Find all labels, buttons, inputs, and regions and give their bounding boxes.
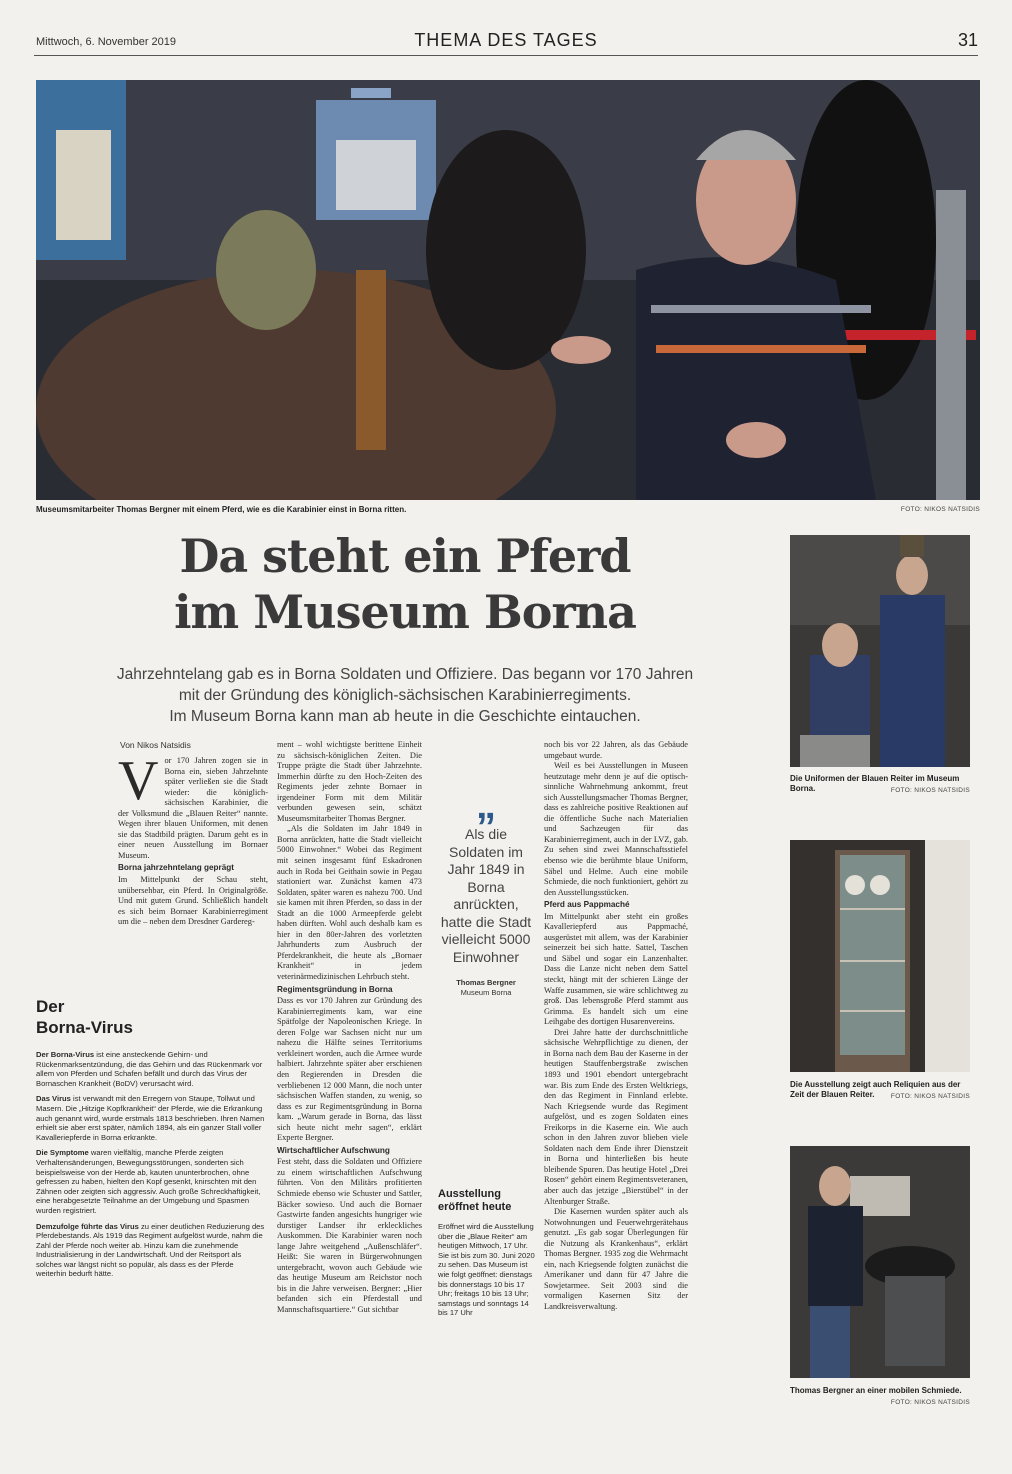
sidebar-body [36,1050,266,1279]
header-date: Mittwoch, 6. November 2019 [36,36,177,48]
article-intro: or 170 Jahren zogen sie in Borna ein, sieben Jahrzehnte später verließen sie die Stadt wieder: die königlich-sächsischen Karabinier, die der Volksmund die „Blauen Reiter“ nannte. Wegen ihrer blauen Uniformen, mit denen sie das Stadtbild prägten. Darum geht es in einer neuen Ausstellung im Bornaer Museum. [118,756,268,860]
main-photo [36,80,980,500]
byline: Von Nikos Natsidis [120,740,191,750]
sidebar-paragraph [36,1148,266,1215]
info-text: Eröffnet wird die Ausstellung über die „Blaue Reiter“ am heutigen Mittwoch, 17 Uhr. Sie ist bis zum 30. Juni 2020 zu sehen. Das Museum ist wie folgt geöffnet: dienstags bis donnerstags 10 bis 17 Uhr; freitags 10 bis 13 Uhr; samstags und sonntags 14 bis 17 Uhr [438,1222,535,1318]
article-paragraph: „Als die Soldaten im Jahr 1849 in Borna anrückten, hatte die Stadt vielleicht 5000 Einwohner.“ Wobei das Regiment mit seinen insgesamt fünf Eskadronen auch in Roda bei Geithain sowie in Pegau stationiert war. Zunächst kamen 473 Soldaten, später waren es nahezu 700. Und sie kamen mit ihren Pferden, so dass in der Stadt an die 1000 Armeepferde gelebt haben dürften. Wohl auch deshalb kam es hier in den 80er-Jahren des vorletzten Jahrhunderts zum Ausbruch der Pferdekrankheit, die heute als „Bornaer Krankheit“ in jedem veterinärmedizinischen Lehrbuch steht. [277,824,422,982]
sidebar-bold: Das Virus [36,1094,71,1104]
photo-display-case-caption: Die Ausstellung zeigt auch Reliquien aus der Zeit der Blauen Reiter. [790,1080,961,1099]
article-paragraph: Im Mittelpunkt aber steht ein großes Kavalleriepferd aus Pappmaché, ausgerüstet mit allem, was der Karabinier seinerzeit bei sich hatte. Sattel, Taschen und Säbel und sogar ein Lanzenhalter. Dass die Lanze nicht neben dem Sattel steckt, hängt mit der schieren Länge der Waffe zusammen, sie wäre schlichtweg zu groß. Das lebensgroße Pferd stammt aus Grimma. Es handelt sich um eine Leihgabe des dortigen Husarenvereins. [544,911,688,1027]
sidebar-text: ist eine ansteckende Gehirn- und Rückenmarksentzündung, die das Gehirn und das Rückenmark vor allem von Pferden und Schafen befällt und durch das Virus der Bornaschen Krankheit (BoDV) verursacht wird. [36,1050,263,1088]
article-paragraph: Im Mittelpunkt der Schau steht, unübersehbar, ein Pferd. In Originalgröße. Und mit gutem Grund. Schließlich handelt es sich beim Bornaer Karabinierregiment um die – neben dem Dresdner Gardereg- [118,875,268,927]
subheading-2: Regimentsgründung in Borna [277,984,393,994]
sidebar-virus [36,996,266,1285]
sidebar-bold: Demzufolge führte das Virus [36,1221,139,1231]
article-paragraph: Drei Jahre hatte der durchschnittliche sächsische Wehrpflichtige zu dienen, der in Borna nach dem Bau der Kaserne in der heutigen Stauffenbergstraße zwischen 1893 und 1901 ebendort untergebracht war. Bis zum Ende des Ersten Weltkriegs, den das Regiment in Finnland erlebte. Nach Kriegsende wurde das Regiment aufgelöst, und es zogen Soldaten eines Freikorps in die Kaserne ein. Wie auch schon in den Jahren zuvor blieben viele Soldaten nach dem Ende ihrer Dienstzeit in Borna und hinterließen bis heute bleibende Spuren. Das heutige Hotel „Drei Rosen“ gehört einem Regimentsveteranen, aber auch das jetzige „Bierstübel“ in der Altenburger Straße. [544,1027,688,1206]
sidebar-paragraph [36,1094,266,1142]
main-photo-credit: FOTO: NIKOS NATSIDIS [900,506,980,513]
sidebar-title-line-2: Borna-Virus [36,1018,133,1037]
sidebar-text: ist verwandt mit den Erregern von Staupe, Tollwut und Masern. Die „Hitzige Kopfkrankheit“ der Pferde, wie die Erkrankung auch genannt wird, wurde erstmals 1813 beschrieben. Ihren Namen erhielt sie aber erst später, nämlich 1894, als ein ganzer Stall voller Kavalleriepferde in Borna erkrankte. [36,1094,265,1142]
page-number: 31 [957,30,978,50]
sidebar-text: zu einer deutlichen Reduzierung des Pferdebestands. Als 1919 das Regiment aufgelöst wurde, nahm die Zahl der Pferde noch weiter ab. Hinzu kam die zunehmende Industrialisierung in der Landwirtschaft. Und der Reitsport als solches war längst nicht so populär, als dass es der Pferde weiterhin bedurft hätte. [36,1221,265,1279]
dropcap: V [118,756,159,812]
article-column-1 [118,756,268,981]
sidebar-bold: Der Borna-Virus [36,1050,95,1059]
photo-uniforms [790,535,970,767]
article-column-2 [277,740,422,1420]
main-photo-caption: Museumsmitarbeiter Thomas Bergner mit einem Pferd, wie es die Karabinier einst in Borna ritten. [36,505,407,514]
subheading-4: Pferd aus Pappmaché [544,900,630,910]
photo-display-case-credit: FOTO: NIKOS NATSIDIS [890,1093,970,1100]
subheading-1: Borna jahrzehntelang geprägt [118,863,235,873]
section-title: THEMA DES TAGES [414,30,598,50]
article-column-4 [544,740,688,1420]
info-title-line-2: eröffnet heute [438,1201,512,1213]
sidebar-paragraph [36,1222,266,1280]
quote-author-role: Museum Borna [460,988,512,997]
headline-line-1: Da steht ein Pferd [179,529,631,583]
quote-author: Thomas Bergner [456,978,516,987]
article-paragraph: Fest steht, dass die Soldaten und Offiziere zu einem wirtschaftlichen Aufschwung führten. Von den Militärs profitierten Schmiede ebenso wie Schuster und Sattler, Bäcker sowieso. Und auch die Bornaer Gastwirte fanden angesichts hungriger wie durstiger Landser ihr erkleckliches Auskommen. Die Karabinier waren noch lange Jahre weitgehend „Außenschläfer“. Heißt: Sie waren in Bürgerwohnungen untergebracht, wovon auch Gebäude wie das heutige Museum am Reichstor noch bis in die Jahre verweisen. Bergner: „Hier befanden sich ein Pferdestall und Mannschaftsquartiere.“ Gut sichtbar [277,1157,422,1314]
photo-uniforms-caption: Die Uniformen der Blauen Reiter im Museum Borna. [790,774,960,793]
sidebar-text: waren vielfältig, manche Pferde zeigten Verhaltensänderungen, Bewegungsstörungen, sonderten sich beispielsweise von der Herde ab, kauten ununterbrochen, ohne gefressen zu haben, hielten den Kopf gesenkt, knirschten mit den Zähnen oder zeigten sich aggressiv. Auch große Schreckhaftigkeit, eine herabgesetzte Teilnahme an der Umgebung und Spasmen wurden registriert. [36,1148,261,1215]
article-paragraph: Weil es bei Ausstellungen in Museen heutzutage mehr denn je auf die optisch-sinnliche Wahrnehmung ankommt, freut sich Ausstellungsmacher Thomas Bergner, dass es zahlreiche positive Reaktionen auf die öffentliche Suche nach Materialien und Sachzeugen für das Karabinierregiment, auch in der LVZ, gab. Zu sehen sind zwei Mannschaftsstiefel ebenso wie die berühmte blaue Uniform, Säbel und Helme. Auch eine mobile Schmiede, die noch funktioniert, gehört zu den Ausstellungsstücken. [544,761,688,897]
subheadline [60,664,750,727]
header-rule [34,55,978,56]
photo-forge-credit: FOTO: NIKOS NATSIDIS [890,1399,970,1406]
sidebar-bold: Die Symptome [36,1148,89,1158]
subheading-3: Wirtschaftlicher Aufschwung [277,1145,390,1155]
article-paragraph: Dass es vor 170 Jahren zur Gründung des Karabinierregiments kam, war eine Spätfolge der Napoleonischen Kriege. In deren Folge war Sachsen nicht nur um nahezu die Hälfte seines Territoriums verkleinert worden, auch die Armee wurde halbiert. Jahrzehnte später aber erschienen den Regierenden in Dresden die verbliebenen 12 000 Mann, die noch unter sächsischen Waffen standen, zu wenig, so dass es zur Regimentsgründung in Borna kam. „Warum gerade in Borna, das lässt sich heute nicht mehr sagen“, erklärt Experte Bergner. [277,996,422,1143]
sidebar-title-line-1: Der [36,997,65,1016]
photo-forge [790,1146,970,1378]
headline-line-2: im Museum Borna [174,585,636,639]
quote-mark: „ [476,783,496,827]
subhead-line-3: Im Museum Borna kann man ab heute in die Geschichte eintauchen. [169,708,641,725]
subhead-line-2: mit der Gründung des königlich-sächsischen Karabinierregiments. [178,687,632,704]
info-title-line-1: Ausstellung [438,1188,501,1200]
photo-forge-caption: Thomas Bergner an einer mobilen Schmiede. [790,1386,962,1395]
info-box [438,1188,538,1318]
sidebar-paragraph [36,1050,266,1088]
article-paragraph: ment – wohl wichtigste berittene Einheit zu sächsisch-königlichen Zeiten. Die Truppe prägte die Stadt über Jahrzehnte. Immerhin dürfte zu den Hoch-Zeiten des Regiments jeder zehnte Bornaer in irgendeiner Form mit dem Militär verbunden gewesen sein, schätzt Museumsmitarbeiter Thomas Bergner. [277,740,422,823]
article-paragraph: noch bis vor 22 Jahren, als das Gebäude umgebaut wurde. [544,740,688,760]
photo-uniforms-credit: FOTO: NIKOS NATSIDIS [890,787,970,794]
pull-quote [436,783,536,998]
photo-display-case [790,840,970,1072]
subhead-line-1: Jahrzehntelang gab es in Borna Soldaten und Offiziere. Das begann vor 170 Jahren [116,666,694,683]
headline [120,528,690,640]
article-paragraph: Die Kasernen wurden später auch als Notwohnungen und Feuerwehrgerätehaus genutzt. „Es gab sogar Überlegungen für die Nutzung als Krankenhaus“, erklärt Thomas Bergner. 1935 zog die Wehrmacht ein, nach Kriegsende folgten zunächst die Amerikaner und dann für 47 Jahre die Sowjetarmee. Seit 2003 sind die vormaligen Kasernen Sitz der Landkreisverwaltung. [544,1207,688,1311]
quote-text: Als die Soldaten im Jahr 1849 in Borna anrückten, hatte die Stadt vielleicht 5000 Einwohner [440,826,532,965]
